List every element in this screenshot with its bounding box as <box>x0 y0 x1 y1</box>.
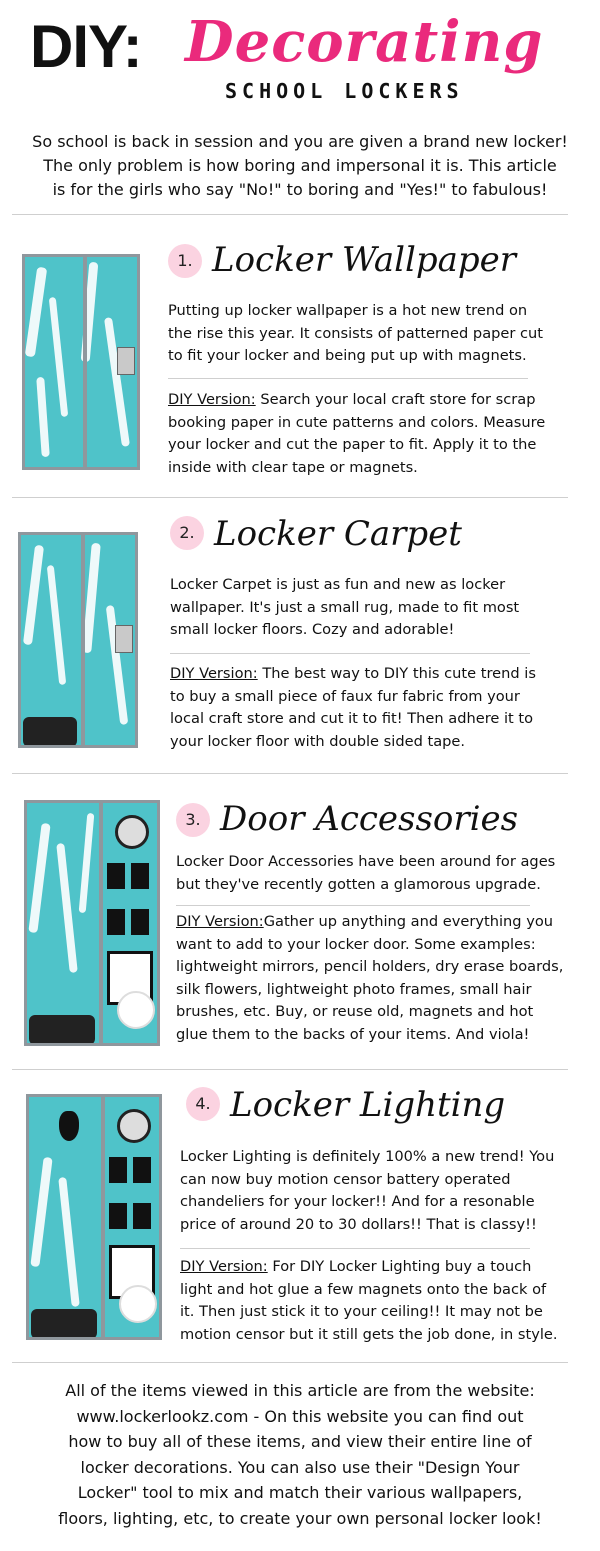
rug-icon <box>29 1015 95 1045</box>
section-title: Locker Lighting <box>230 1085 506 1125</box>
intro-paragraph <box>0 130 600 202</box>
section-title: Locker Wallpaper <box>212 240 517 280</box>
section-title: Door Accessories <box>220 799 519 839</box>
section-description: Putting up locker wallpaper is a hot new trend on the rise this year. It consists of patterned paper cut to fit your locker and being put up with magnets. <box>168 302 544 364</box>
pencil-holder-icon <box>107 863 125 889</box>
pencil-holder-icon <box>131 909 149 935</box>
diy-version-label: DIY Version: <box>170 665 258 682</box>
pencil-holder-icon <box>133 1203 151 1229</box>
pencil-holder-icon <box>107 909 125 935</box>
intro-line: The only problem is how boring and impersonal it is. This article <box>43 156 557 175</box>
section-description: Locker Carpet is just as fun and new as locker wallpaper. It's just a small rug, made to fit most small locker floors. Cozy and adorable! <box>170 576 520 638</box>
section-number-badge: 3. <box>176 803 210 837</box>
section-subdivider <box>170 653 530 654</box>
section-title: Locker Carpet <box>214 514 462 554</box>
section-number-badge: 4. <box>186 1087 220 1121</box>
section-subdivider <box>176 905 530 906</box>
diy-line: local craft store and cut it to fit! Then adhere it to <box>170 710 534 727</box>
locker-image-carpet <box>18 532 138 748</box>
mirror-icon <box>117 1109 151 1143</box>
pencil-holder-icon <box>131 863 149 889</box>
title-subtitle: SCHOOL LOCKERS <box>225 79 464 103</box>
flower-icon <box>117 991 155 1029</box>
locker-image-door-accessories <box>24 800 160 1046</box>
diy-line: your locker floor with double sided tape. <box>170 732 466 750</box>
diy-version-label: DIY Version: <box>180 1258 268 1275</box>
rug-icon <box>23 717 77 747</box>
diy-line: to buy a small piece of faux fur fabric from your <box>170 687 520 705</box>
divider <box>12 773 568 774</box>
intro-line: So school is back in session and you are given a brand new locker! <box>32 132 568 151</box>
section-subdivider <box>168 378 528 379</box>
outro-paragraph: All of the items viewed in this article are from the website: www.lockerlookz.com - On this website you can find out how to buy all of these items, and view their entire line of locker decorations. You can also use their "Design Your Locker" tool to mix and match their various wallpapers, floors, lighting, etc, to create your own personal locker look! <box>58 1381 542 1528</box>
section-number-badge: 1. <box>168 244 202 278</box>
intro-line: is for the girls who say "No!" to boring and "Yes!" to fabulous! <box>52 180 548 199</box>
flower-icon <box>119 1285 157 1323</box>
diy-version-label: DIY Version: <box>168 391 256 408</box>
section-description: Locker Lighting is definitely 100% a new trend! You can now buy motion censor battery operated chandeliers for your locker!! And for a resonable price of around 20 to 30 dollars!! That is classy!! <box>180 1148 555 1233</box>
divider <box>12 1362 568 1363</box>
section-diy: DIY Version: For DIY Locker Lighting buy a touch light and hot glue a few magnets onto the back of it. Then just stick it to your ceiling!! It may not be motion censor but it still gets the job done, in style. <box>180 1258 558 1343</box>
section-subdivider <box>180 1248 530 1249</box>
chandelier-icon <box>59 1111 79 1141</box>
diy-line: The best way to DIY this cute trend is <box>257 665 536 682</box>
section-diy <box>170 663 536 753</box>
divider <box>12 497 568 498</box>
title-diy: DIY: <box>30 13 142 80</box>
rug-icon <box>31 1309 97 1339</box>
mirror-icon <box>115 815 149 849</box>
pencil-holder-icon <box>109 1203 127 1229</box>
section-description: Locker Door Accessories have been around for ages but they've recently gotten a glamorous upgrade. <box>176 853 556 893</box>
divider <box>12 1069 568 1070</box>
divider <box>12 214 568 215</box>
section-diy: DIY Version:Gather up anything and everything you want to add to your locker door. Some examples: lightweight mirrors, pencil holders, dry erase boards, silk flowers, lightweight photo frames, small hair brushes, etc. Buy, or reuse old, magnets and hot glue them to the backs of your items. And viola! <box>176 913 564 1043</box>
section-diy: DIY Version: Search your local craft store for scrap booking paper in cute patterns and colors. Measure your locker and cut the paper to fit. Apply it to the inside with clear tape or magnets. <box>168 391 546 476</box>
pencil-holder-icon <box>109 1157 127 1183</box>
title-decorating: Decorating <box>185 9 544 75</box>
locker-image-wallpaper <box>22 254 140 470</box>
locker-image-lighting <box>26 1094 162 1340</box>
pencil-holder-icon <box>133 1157 151 1183</box>
section-number-badge: 2. <box>170 516 204 550</box>
diy-version-label: DIY Version: <box>176 913 264 930</box>
